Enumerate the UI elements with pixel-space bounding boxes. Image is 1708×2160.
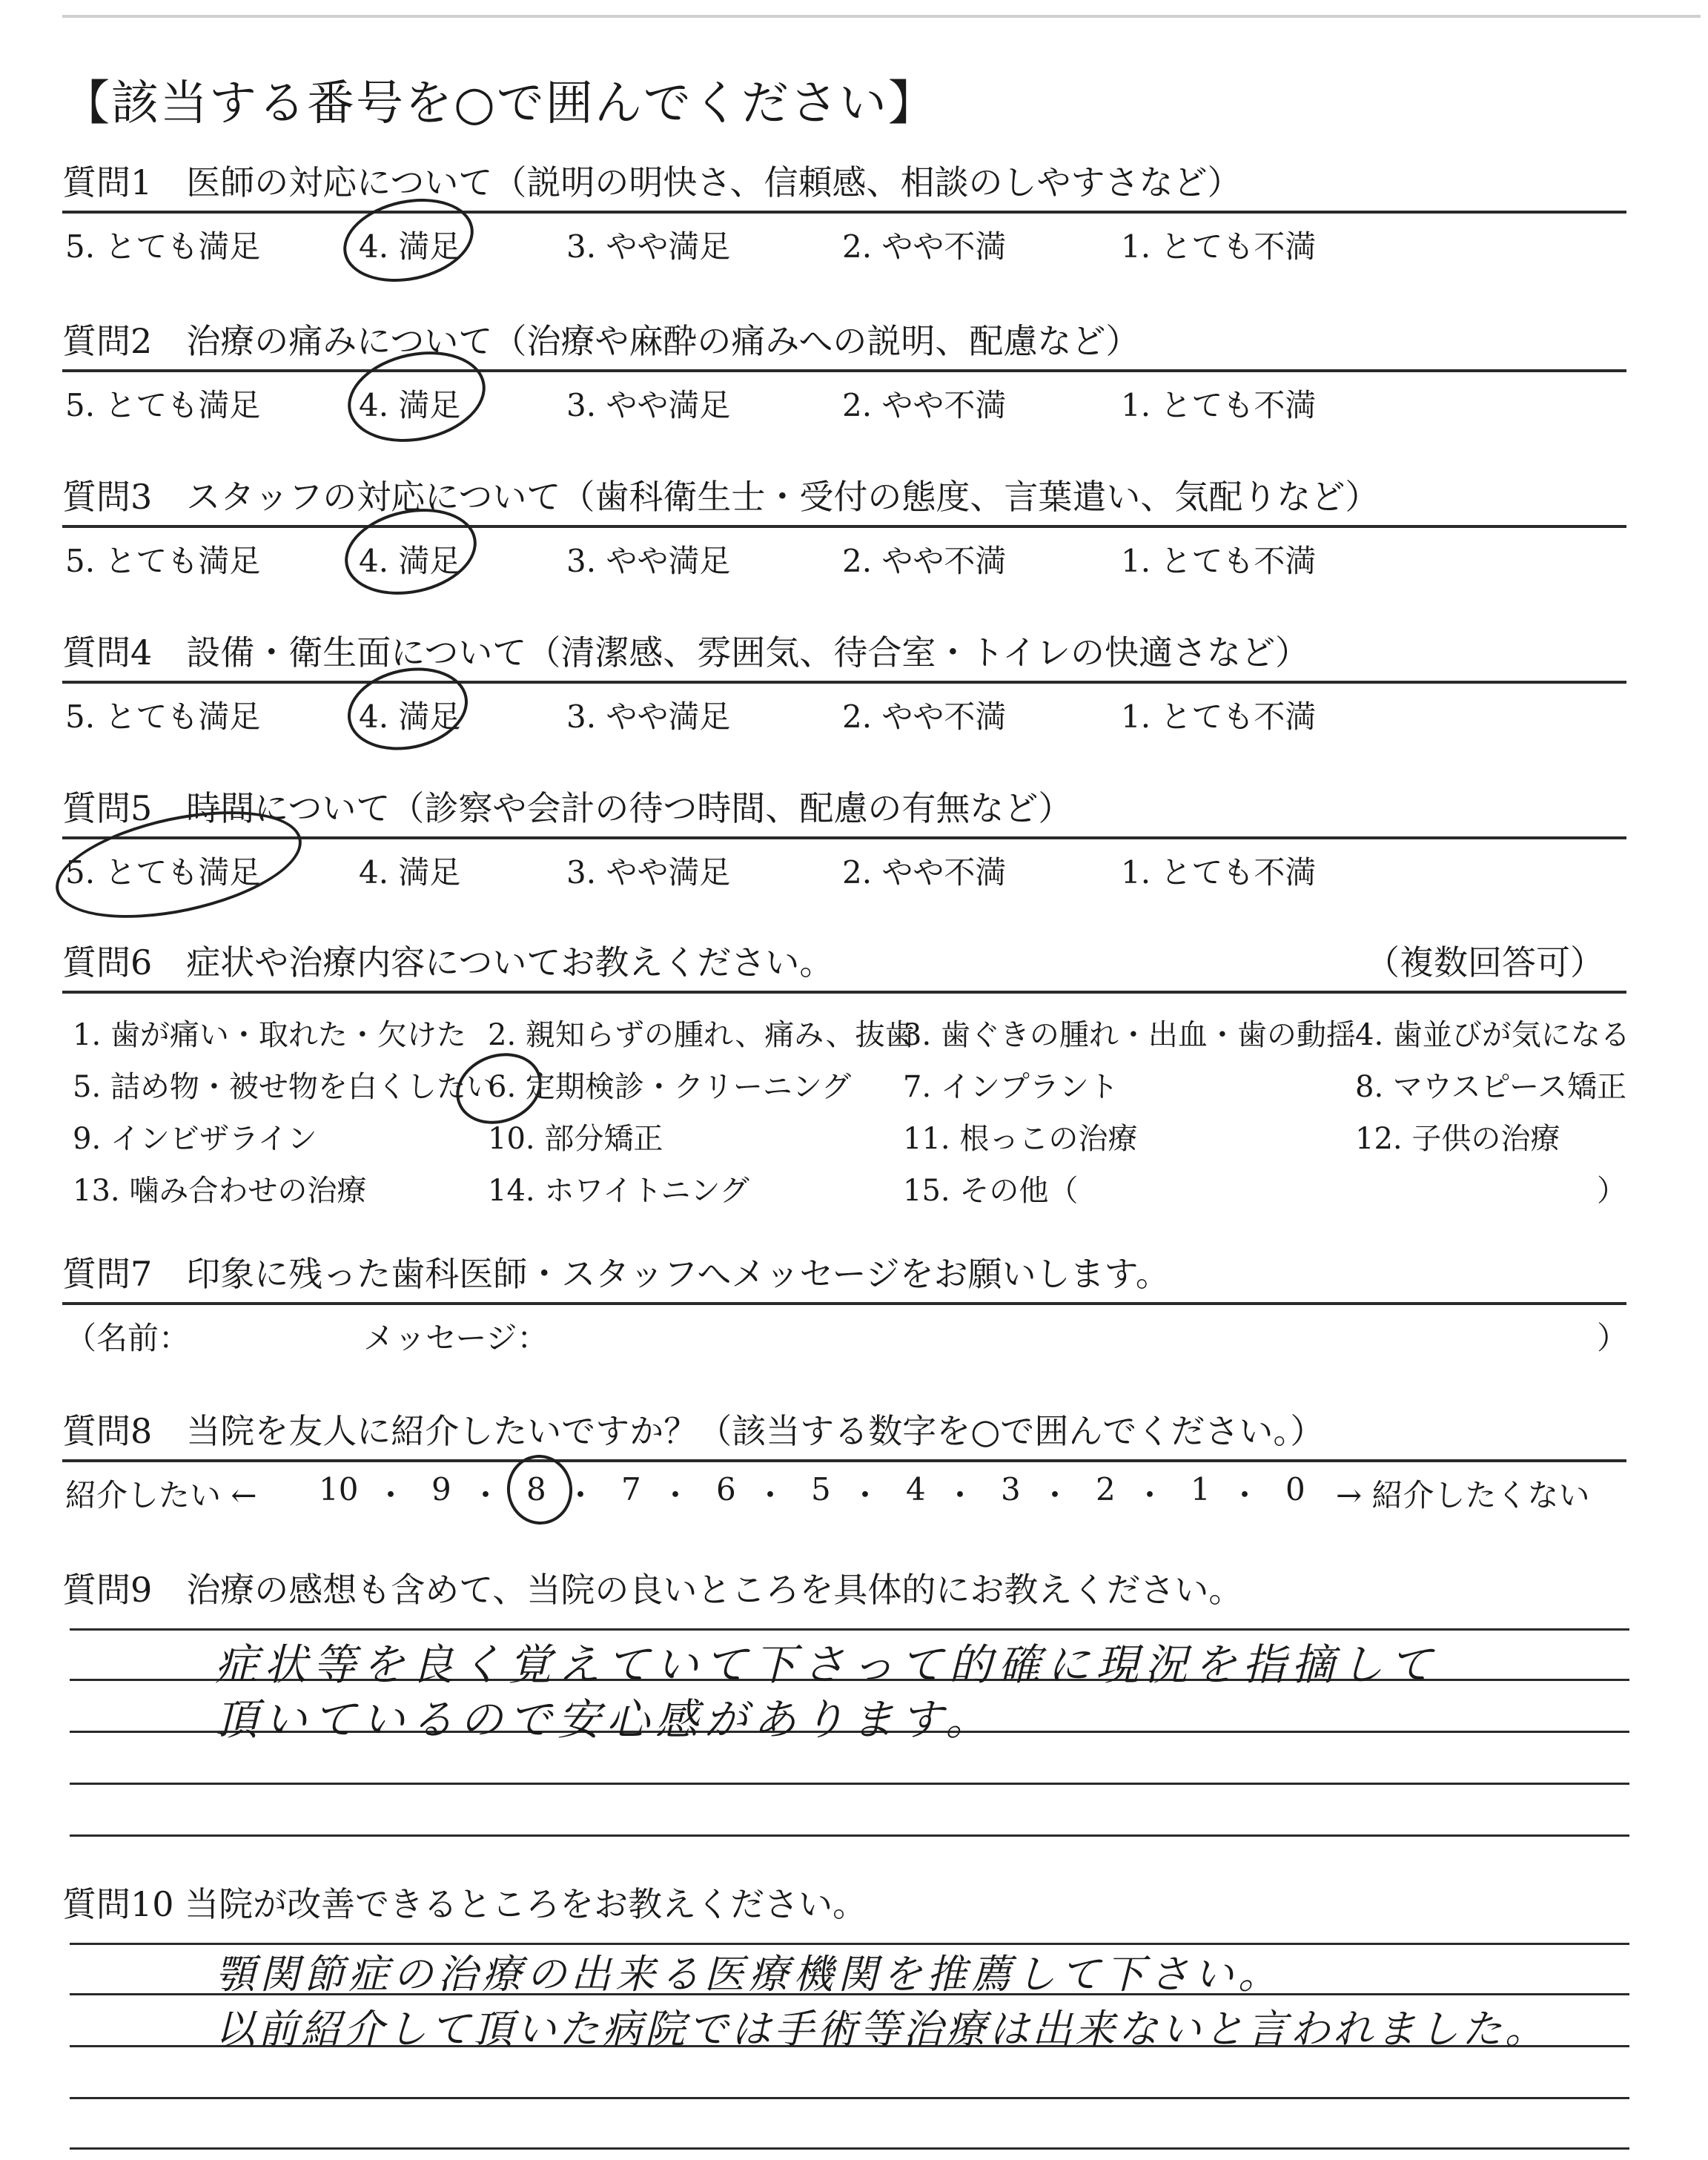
- option-satisfied[interactable]: 4. 満足: [359, 698, 461, 735]
- question-1-title: 質問1 医師の対応について（説明の明快さ、信頼感、相談のしやすさなど）: [62, 162, 1242, 202]
- question-8-title: 質問8 当院を友人に紹介したいですか？（該当する数字を○で囲んでください。）: [62, 1411, 1325, 1451]
- question-3: [62, 473, 1626, 586]
- recommend-left-label: 紹介したい ←: [65, 1477, 257, 1513]
- symptom-option[interactable]: 1. 歯が痛い・取れた・欠けた: [73, 1018, 466, 1052]
- symptom-option[interactable]: 5. 詰め物・被せ物を白くしたい: [73, 1070, 496, 1104]
- symptom-option[interactable]: 9. インビザライン: [73, 1122, 317, 1156]
- option-somewhat-satisfied[interactable]: 3. やや満足: [566, 543, 731, 579]
- option-somewhat-satisfied[interactable]: 3. やや満足: [566, 854, 731, 891]
- symptom-option[interactable]: 7. インプラント: [903, 1070, 1119, 1104]
- scale-value-1[interactable]: 1: [1191, 1471, 1211, 1507]
- scale-separator: ・: [470, 1477, 502, 1513]
- question-6-rule: [62, 991, 1626, 994]
- option-somewhat-satisfied[interactable]: 3. やや満足: [566, 698, 731, 735]
- option-very-satisfied[interactable]: 5. とても満足: [65, 387, 261, 423]
- option-somewhat-satisfied[interactable]: 3. やや満足: [566, 228, 731, 265]
- question-5-rule: [62, 836, 1626, 839]
- option-very-dissatisfied[interactable]: 1. とても不満: [1121, 387, 1317, 423]
- option-very-satisfied[interactable]: 5. とても満足: [65, 854, 261, 891]
- scale-value-4[interactable]: 4: [906, 1471, 926, 1507]
- question-6-title: 質問6 症状や治療内容についてお教えください。: [62, 942, 834, 982]
- option-somewhat-dissatisfied[interactable]: 2. やや不満: [842, 698, 1007, 735]
- q10-answer-line-2: 以前紹介して頂いた病院では手術等治療は出来ないと言われました。: [215, 2006, 1548, 2052]
- question-6: [62, 939, 1630, 1219]
- option-satisfied[interactable]: 4. 満足: [359, 854, 461, 891]
- message-label: メッセージ：: [363, 1320, 549, 1356]
- scale-value-5[interactable]: 5: [811, 1471, 831, 1507]
- symptom-option[interactable]: 14. ホワイトニング: [488, 1174, 749, 1208]
- scale-separator: ・: [565, 1477, 597, 1513]
- question-4: [62, 629, 1626, 742]
- question-2: [62, 317, 1626, 430]
- page-heading: 【該当する番号を○で囲んでください】: [62, 76, 937, 131]
- question-8-scale: [62, 1468, 1626, 1520]
- option-very-satisfied[interactable]: 5. とても満足: [65, 228, 261, 265]
- question-7: [62, 1250, 1629, 1363]
- question-7-fields: [62, 1311, 1629, 1363]
- scale-separator: ・: [660, 1477, 692, 1513]
- question-3-rule: [62, 525, 1626, 528]
- option-very-dissatisfied[interactable]: 1. とても不満: [1121, 698, 1317, 735]
- question-7-rule: [62, 1302, 1626, 1305]
- option-satisfied[interactable]: 4. 満足: [359, 228, 461, 265]
- question-6-options: [62, 1004, 1630, 1219]
- option-satisfied[interactable]: 4. 満足: [359, 543, 461, 579]
- scale-value-6[interactable]: 6: [716, 1471, 736, 1507]
- scale-value-7[interactable]: 7: [621, 1471, 641, 1507]
- option-somewhat-dissatisfied[interactable]: 2. やや不満: [842, 543, 1007, 579]
- question-4-options: [62, 690, 1626, 742]
- symptom-option[interactable]: 11. 根っこの治療: [903, 1122, 1138, 1156]
- recommend-right-label: → 紹介したくない: [1336, 1477, 1590, 1513]
- scale-value-2[interactable]: 2: [1096, 1471, 1116, 1507]
- answer-rule: [70, 1834, 1629, 1837]
- scale-separator: ・: [850, 1477, 881, 1513]
- option-very-satisfied[interactable]: 5. とても満足: [65, 698, 261, 735]
- scale-separator: ・: [944, 1477, 976, 1513]
- question-2-rule: [62, 369, 1626, 372]
- top-border: [62, 15, 1701, 18]
- q10-answer-line-1: 顎関節症の治療の出来る医療機関を推薦して下さい。: [215, 1951, 1282, 1998]
- question-1: [62, 159, 1626, 271]
- option-satisfied[interactable]: 4. 満足: [359, 387, 461, 423]
- question-8-rule: [62, 1459, 1626, 1462]
- symptom-option[interactable]: 2. 親知らずの腫れ、痛み、抜歯: [488, 1018, 915, 1052]
- symptom-option[interactable]: 6. 定期検診・クリーニング: [488, 1070, 852, 1104]
- symptom-option[interactable]: 4. 歯並びが気になる: [1355, 1018, 1630, 1052]
- question-2-title: 質問2 治療の痛みについて（治療や麻酔の痛みへの説明、配慮など）: [62, 321, 1140, 361]
- option-somewhat-dissatisfied[interactable]: 2. やや不満: [842, 387, 1007, 423]
- option-somewhat-satisfied[interactable]: 3. やや満足: [566, 387, 731, 423]
- question-5-options: [62, 845, 1626, 897]
- question-7-title: 質問7 印象に残った歯科医師・スタッフへメッセージをお願いします。: [62, 1254, 1170, 1294]
- symptom-option[interactable]: 12. 子供の治療: [1355, 1122, 1560, 1156]
- scale-value-3[interactable]: 3: [1001, 1471, 1021, 1507]
- question-3-title: 質問3 スタッフの対応について（歯科衛生士・受付の態度、言葉遣い、気配りなど）: [62, 477, 1380, 517]
- other-close-paren: ）: [1597, 1174, 1626, 1208]
- option-very-dissatisfied[interactable]: 1. とても不満: [1121, 228, 1317, 265]
- scale-separator: ・: [755, 1477, 787, 1513]
- answer-rule: [70, 1783, 1629, 1785]
- scale-separator: ・: [1134, 1477, 1166, 1513]
- q9-answer-line-1: 症状等を良く覚えていて下さって的確に現況を指摘して: [215, 1639, 1439, 1690]
- q9-answer-line-2: 頂いているので安心感があります。: [215, 1694, 995, 1745]
- question-5-title: 質問5 時間について（診察や会計の待つ時間、配慮の有無など）: [62, 788, 1073, 828]
- scale-value-8[interactable]: 8: [526, 1471, 546, 1507]
- symptom-option[interactable]: 3. 歯ぐきの腫れ・出血・歯の動揺: [903, 1018, 1356, 1052]
- question-2-options: [62, 378, 1626, 430]
- option-somewhat-dissatisfied[interactable]: 2. やや不満: [842, 854, 1007, 891]
- option-very-satisfied[interactable]: 5. とても満足: [65, 543, 261, 579]
- scale-separator: ・: [1039, 1477, 1071, 1513]
- question-1-rule: [62, 211, 1626, 214]
- question-6-note: （複数回答可）: [1366, 942, 1604, 982]
- option-somewhat-dissatisfied[interactable]: 2. やや不満: [842, 228, 1007, 265]
- message-close-paren: ）: [1597, 1320, 1629, 1356]
- option-very-dissatisfied[interactable]: 1. とても不満: [1121, 854, 1317, 891]
- answer-rule: [70, 2097, 1629, 2099]
- symptom-option[interactable]: 8. マウスピース矯正: [1355, 1070, 1627, 1104]
- question-9: [62, 1566, 1626, 1614]
- question-1-options: [62, 219, 1626, 271]
- scale-separator: ・: [1229, 1477, 1261, 1513]
- question-3-options: [62, 534, 1626, 586]
- question-8: [62, 1407, 1626, 1520]
- question-10: [62, 1880, 1626, 1928]
- question-9-title: 質問9 治療の感想も含めて、当院の良いところを具体的にお教えください。: [62, 1570, 1243, 1610]
- question-5: [62, 785, 1626, 897]
- scale-value-10[interactable]: 10: [319, 1471, 359, 1507]
- option-very-dissatisfied[interactable]: 1. とても不満: [1121, 543, 1317, 579]
- scale-separator: ・: [375, 1477, 407, 1513]
- symptom-option[interactable]: 13. 噛み合わせの治療: [73, 1174, 367, 1208]
- answer-rule: [70, 2147, 1629, 2150]
- question-4-title: 質問4 設備・衛生面について（清潔感、雰囲気、待合室・トイレの快適さなど）: [62, 633, 1310, 673]
- question-4-rule: [62, 681, 1626, 684]
- question-6-title-row: [62, 939, 1626, 986]
- question-10-title: 質問10 当院が改善できるところをお教えください。: [62, 1884, 867, 1924]
- name-label: （名前：: [65, 1320, 191, 1356]
- symptom-option[interactable]: 15. その他（: [903, 1174, 1079, 1208]
- symptom-option[interactable]: 10. 部分矯正: [488, 1122, 663, 1156]
- scale-value-0[interactable]: 0: [1285, 1471, 1305, 1507]
- scale-value-9[interactable]: 9: [431, 1471, 451, 1507]
